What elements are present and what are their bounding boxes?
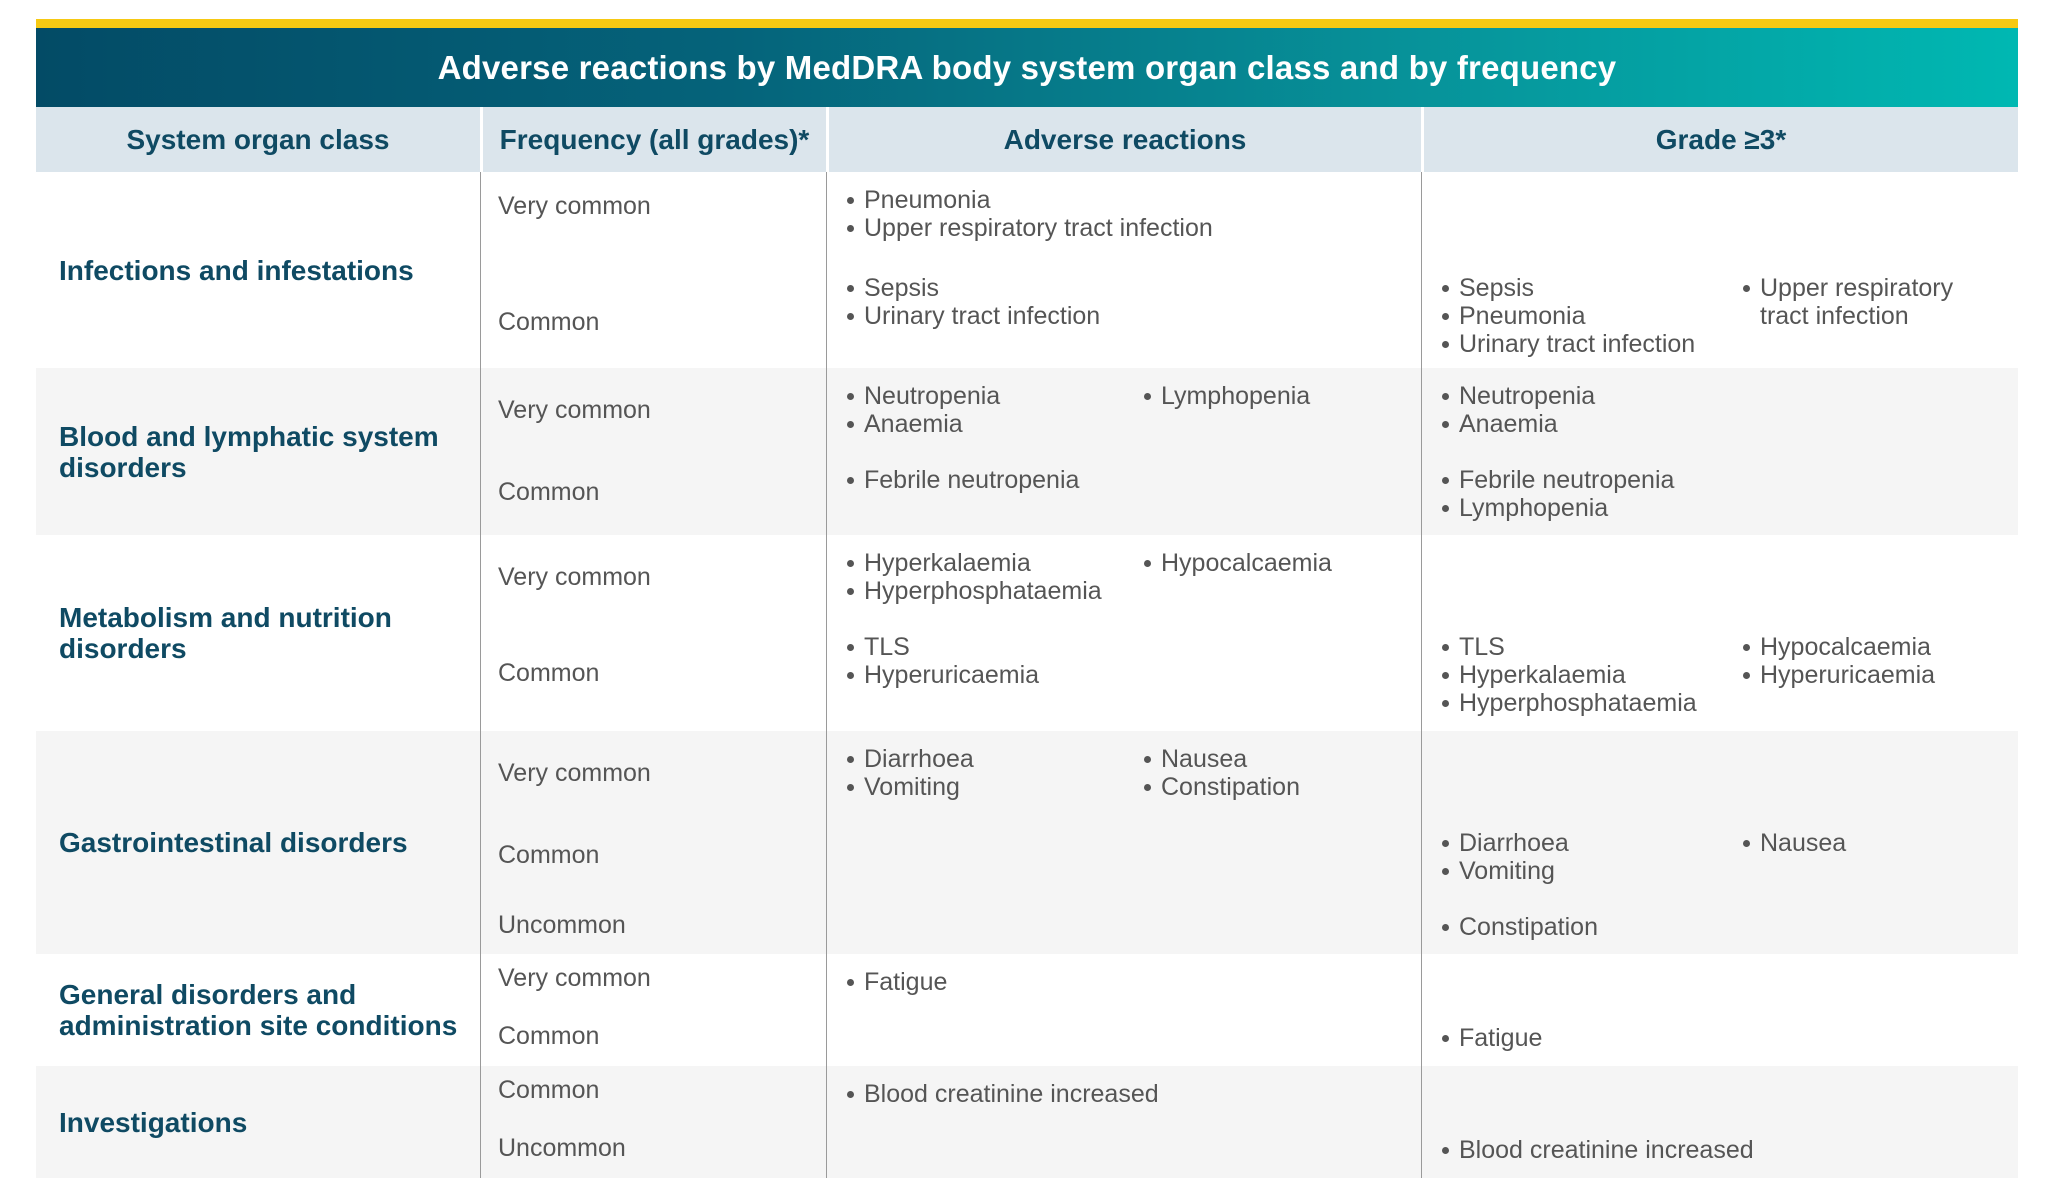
list-item-diarrhoea: Diarrhoea xyxy=(1440,829,1569,857)
grade-3-cell xyxy=(1421,954,2018,1066)
list-item-neutropenia: Neutropenia xyxy=(845,382,1000,410)
bullet-list xyxy=(1440,1136,1754,1164)
grade-3-cell xyxy=(1421,535,2018,731)
list-item-blood-creatinine-increased: Blood creatinine increased xyxy=(1440,1136,1754,1164)
frequency-label: Very common xyxy=(498,964,651,992)
column-header-row xyxy=(36,107,2018,172)
frequency-label: Common xyxy=(498,1076,600,1104)
bullet-list xyxy=(845,466,1079,494)
system-organ-class-label: Blood and lymphatic system disorders xyxy=(59,420,439,483)
table-title-band xyxy=(36,28,2018,107)
list-item-tls: TLS xyxy=(1440,633,1697,661)
list-item-lymphopenia: Lymphopenia xyxy=(1142,382,1310,410)
frequency-cell xyxy=(480,535,826,731)
table-row xyxy=(36,535,2018,731)
list-item-anaemia: Anaemia xyxy=(845,410,1000,438)
bullet-list xyxy=(1440,913,1598,941)
frequency-label: Common xyxy=(498,841,600,869)
frequency-cell xyxy=(480,172,826,368)
bullet-list xyxy=(1440,382,1595,438)
table-row xyxy=(36,1066,2018,1178)
column-header-frequency: Frequency (all grades)* xyxy=(480,107,826,172)
frequency-cell xyxy=(480,954,826,1066)
list-item-hypocalcaemia: Hypocalcaemia xyxy=(1741,633,1960,661)
list-item-vomiting: Vomiting xyxy=(1440,857,1569,885)
adverse-reactions-cell xyxy=(826,731,1421,954)
bullet-list xyxy=(1741,274,1960,330)
list-item-lymphopenia: Lymphopenia xyxy=(1440,494,1674,522)
list-item-febrile-neutropenia: Febrile neutropenia xyxy=(1440,466,1674,494)
frequency-label: Common xyxy=(498,477,600,506)
frequency-cell xyxy=(480,368,826,535)
list-item-hyperphosphataemia: Hyperphosphataemia xyxy=(845,577,1102,605)
column-header-grade-3: Grade ≥3* xyxy=(1421,107,2018,172)
frequency-label: Very common xyxy=(498,563,651,591)
table-title: Adverse reactions by MedDRA body system organ class and by frequency xyxy=(437,48,1617,86)
frequency-label: Common xyxy=(498,308,600,336)
list-item-fatigue: Fatigue xyxy=(845,968,947,996)
bullet-list xyxy=(845,274,1100,330)
system-organ-class-cell xyxy=(36,1066,480,1178)
system-organ-class-cell xyxy=(36,535,480,731)
list-item-hyperuricaemia: Hyperuricaemia xyxy=(845,661,1039,689)
list-item-hyperuricaemia: Hyperuricaemia xyxy=(1741,661,1960,689)
list-item-urinary-tract-infection: Urinary tract infection xyxy=(845,302,1100,330)
bullet-list xyxy=(845,633,1039,689)
list-item-febrile-neutropenia: Febrile neutropenia xyxy=(845,466,1079,494)
system-organ-class-label: General disorders and administration site conditions xyxy=(59,979,458,1041)
frequency-label: Very common xyxy=(498,192,651,220)
list-item-vomiting: Vomiting xyxy=(845,773,974,801)
list-item-diarrhoea: Diarrhoea xyxy=(845,745,974,773)
list-item-hyperphosphataemia: Hyperphosphataemia xyxy=(1440,689,1697,717)
adverse-reactions-cell xyxy=(826,1066,1421,1178)
bullet-list xyxy=(845,968,947,996)
bullet-list xyxy=(1142,549,1332,577)
list-item-hypocalcaemia: Hypocalcaemia xyxy=(1142,549,1332,577)
frequency-cell xyxy=(480,1066,826,1178)
list-item-constipation: Constipation xyxy=(1440,913,1598,941)
grade-3-cell xyxy=(1421,172,2018,368)
list-item-hyperkalaemia: Hyperkalaemia xyxy=(1440,661,1697,689)
bullet-list xyxy=(845,186,1213,242)
frequency-label: Uncommon xyxy=(498,910,626,939)
table-row xyxy=(36,368,2018,535)
bullet-list xyxy=(1440,466,1674,522)
list-item-sepsis: Sepsis xyxy=(845,274,1100,302)
system-organ-class-label: Investigations xyxy=(59,1106,248,1138)
bullet-list xyxy=(1142,382,1310,410)
system-organ-class-label: Infections and infestations xyxy=(59,254,414,286)
list-item-blood-creatinine-increased: Blood creatinine increased xyxy=(845,1080,1159,1108)
list-item-fatigue: Fatigue xyxy=(1440,1024,1542,1052)
grade-3-cell xyxy=(1421,1066,2018,1178)
list-item-upper-respiratory-tract-infection: Upper respiratory tract infection xyxy=(845,214,1213,242)
list-item-constipation: Constipation xyxy=(1142,773,1300,801)
bullet-list xyxy=(1440,274,1695,358)
adverse-reactions-cell xyxy=(826,368,1421,535)
list-item-neutropenia: Neutropenia xyxy=(1440,382,1595,410)
bullet-list xyxy=(1440,829,1569,885)
list-item-hyperkalaemia: Hyperkalaemia xyxy=(845,549,1102,577)
grade-3-cell xyxy=(1421,731,2018,954)
system-organ-class-cell xyxy=(36,368,480,535)
list-item-sepsis: Sepsis xyxy=(1440,274,1695,302)
frequency-label: Common xyxy=(498,1022,600,1050)
frequency-label: Very common xyxy=(498,759,651,787)
bullet-list xyxy=(845,549,1102,605)
list-item-nausea: Nausea xyxy=(1142,745,1300,773)
bullet-list xyxy=(845,382,1000,438)
accent-bar xyxy=(36,19,2018,28)
bullet-list xyxy=(1440,1024,1542,1052)
system-organ-class-cell xyxy=(36,172,480,368)
adverse-reactions-table xyxy=(36,19,2018,1178)
table-body xyxy=(36,172,2018,1178)
system-organ-class-cell xyxy=(36,731,480,954)
frequency-label: Very common xyxy=(498,396,651,424)
column-header-system-organ-class: System organ class xyxy=(126,123,390,155)
column-header-adverse-reactions: Adverse reactions xyxy=(826,107,1421,172)
adverse-reactions-cell xyxy=(826,535,1421,731)
list-item-pneumonia: Pneumonia xyxy=(845,186,1213,214)
list-item-tls: TLS xyxy=(845,633,1039,661)
bullet-list xyxy=(1440,633,1697,717)
system-organ-class-label: Gastrointestinal disorders xyxy=(59,827,408,858)
list-item-nausea: Nausea xyxy=(1741,829,1960,857)
frequency-cell xyxy=(480,731,826,954)
bullet-list xyxy=(845,1080,1159,1108)
system-organ-class-label: Metabolism and nutrition disorders xyxy=(59,602,392,664)
list-item-anaemia: Anaemia xyxy=(1440,410,1595,438)
list-item-urinary-tract-infection: Urinary tract infection xyxy=(1440,330,1695,358)
bullet-list xyxy=(1741,829,1960,857)
list-item-upper-respiratory-tract-infection: Upper respiratory tract infection xyxy=(1741,274,1960,330)
adverse-reactions-cell xyxy=(826,954,1421,1066)
table-row xyxy=(36,954,2018,1066)
bullet-list xyxy=(1142,745,1300,801)
grade-3-cell xyxy=(1421,368,2018,535)
table-row xyxy=(36,172,2018,368)
list-item-pneumonia: Pneumonia xyxy=(1440,302,1695,330)
bullet-list xyxy=(845,745,974,801)
system-organ-class-cell xyxy=(36,954,480,1066)
frequency-label: Uncommon xyxy=(498,1134,626,1162)
frequency-label: Common xyxy=(498,659,600,687)
bullet-list xyxy=(1741,633,1960,689)
table-row xyxy=(36,731,2018,954)
adverse-reactions-cell xyxy=(826,172,1421,368)
